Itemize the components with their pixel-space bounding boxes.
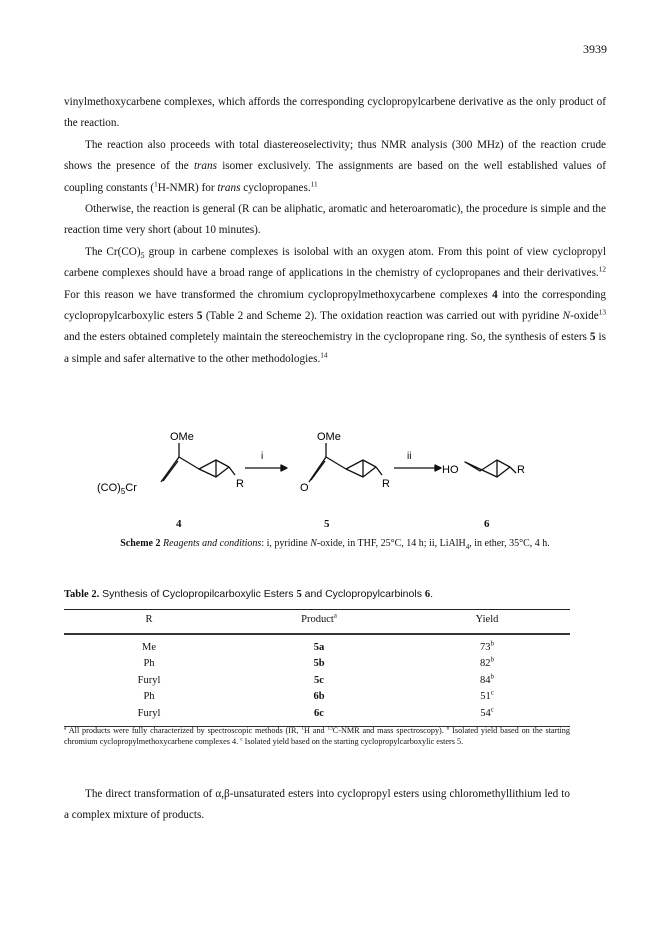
yields-table bbox=[64, 609, 570, 727]
closing-paragraph: The direct transformation of α,β-unsaturated esters into cyclopropyl esters using chloromethyllithium led to a complex mixture of products. bbox=[64, 788, 570, 822]
paragraph-diastereoselectivity: The reaction also proceeds with total diastereoselectivity; thus NMR analysis (300 MHz) of the reaction crude shows the presence of the trans isomer exclusively. The assignments are based on the well established values of coupling constants ($^1$H-NMR) for trans cyclopropanes.$^{11}$ bbox=[64, 138, 606, 194]
paragraph-isolobal: The $Cr(CO)_5$ group in carbene complexes is isolobal with an oxygen atom. From this point of view cyclopropyl carbene complexes should have a broad range of applications in the chemistry of cyclopropanes and their derivatives.$^{12}$ For this reason we have transformed the chromium cyclopropylmethoxycarbene complexes 4 into the corresponding cyclopropylcarboxylic esters 5 (Table 2 and Scheme 2). The oxidation reaction was carried out with pyridine N-oxide$^{13}$ and the esters obtained completely maintain the stereochemistry in the cyclopropane ring. So, the synthesis of esters 5 is a simple and safer alternative to the other methodologies.$^{14}$ bbox=[64, 245, 607, 365]
r-label-3: R bbox=[517, 464, 525, 476]
paragraph-generality: Otherwise, the reaction is general (R can be aliphatic, aromatic and heteroaromatic), the procedure is simple and the reaction time very short (about 10 minutes). bbox=[64, 203, 606, 237]
compound-number-6: 6 bbox=[484, 518, 490, 530]
table-row: Furyl 6c 54$^c$ bbox=[64, 705, 570, 726]
r-label-1: R bbox=[236, 478, 244, 490]
arrow-i-head bbox=[281, 465, 287, 471]
header-yield: Yield bbox=[404, 610, 570, 635]
reference-11: 11 bbox=[310, 179, 318, 188]
paragraph-continuation: vinylmethoxycarbene complexes, which affords the corresponding cyclopropylcarbene derivative as the only product of the reaction. bbox=[64, 96, 606, 130]
oxygen-label: O bbox=[300, 482, 309, 494]
page-number: 3939 bbox=[583, 42, 607, 56]
arrow-ii-label: ii bbox=[407, 451, 412, 462]
header-product: Product$^a$ bbox=[234, 610, 404, 635]
carbene-double-bond bbox=[163, 461, 178, 481]
table-footnote: $^a$ All products were fully characterized by spectroscopic methods (IR, $^1$H and $^{13}$C-NMR and mass spectroscopy). $^b$ Isolated yield based on the starting chromium cyclopropylmethoxycarbene complexes 4. $^c$ Isolated yield based on the starting cyclopropylcarboxylic esters 5. bbox=[64, 725, 570, 746]
table-row: Ph 5b 82$^b$ bbox=[143, 656, 494, 670]
body-text bbox=[64, 92, 606, 370]
compound-number-4: 4 bbox=[176, 518, 182, 530]
scheme-caption: Scheme 2 Reagents and conditions: i, pyridine N-oxide, in THF, 25°C, 14 h; ii, LiAlH$_4$, in ether, 35°C, 4 h. bbox=[120, 538, 550, 551]
compound-number-5: 5 bbox=[324, 518, 330, 530]
ester-bonds bbox=[309, 457, 382, 482]
header-r: R bbox=[64, 610, 234, 635]
table-row: Furyl 5c 84$^b$ bbox=[137, 673, 494, 686]
carbinol-bonds bbox=[465, 460, 516, 477]
reference-14: 14 bbox=[320, 351, 328, 360]
table-row: Me 5a 73$^b$ bbox=[142, 640, 494, 653]
methoxy-label-2: OMe bbox=[317, 431, 341, 443]
reaction-scheme bbox=[95, 425, 575, 521]
r-label-2: R bbox=[382, 478, 390, 490]
table-row: Ph 6b 51$^c$ bbox=[143, 689, 494, 703]
arrow-ii-head bbox=[435, 465, 441, 471]
reference-13: 13 bbox=[598, 308, 606, 317]
arrow-i-label: i bbox=[261, 451, 264, 462]
ester-double-bond bbox=[311, 461, 325, 480]
hydroxy-label: HO bbox=[442, 464, 459, 476]
table-title: Table 2. Synthesis of Cyclopropilcarboxylic Esters 5 and Cyclopropylcarbinols 6. bbox=[64, 588, 434, 600]
table-header-row bbox=[64, 610, 570, 635]
reference-12: 12 bbox=[598, 265, 606, 274]
chromium-pentacarbonyl-label: $(CO)_5Cr$ bbox=[97, 482, 137, 496]
methoxy-label-1: OMe bbox=[170, 431, 194, 443]
